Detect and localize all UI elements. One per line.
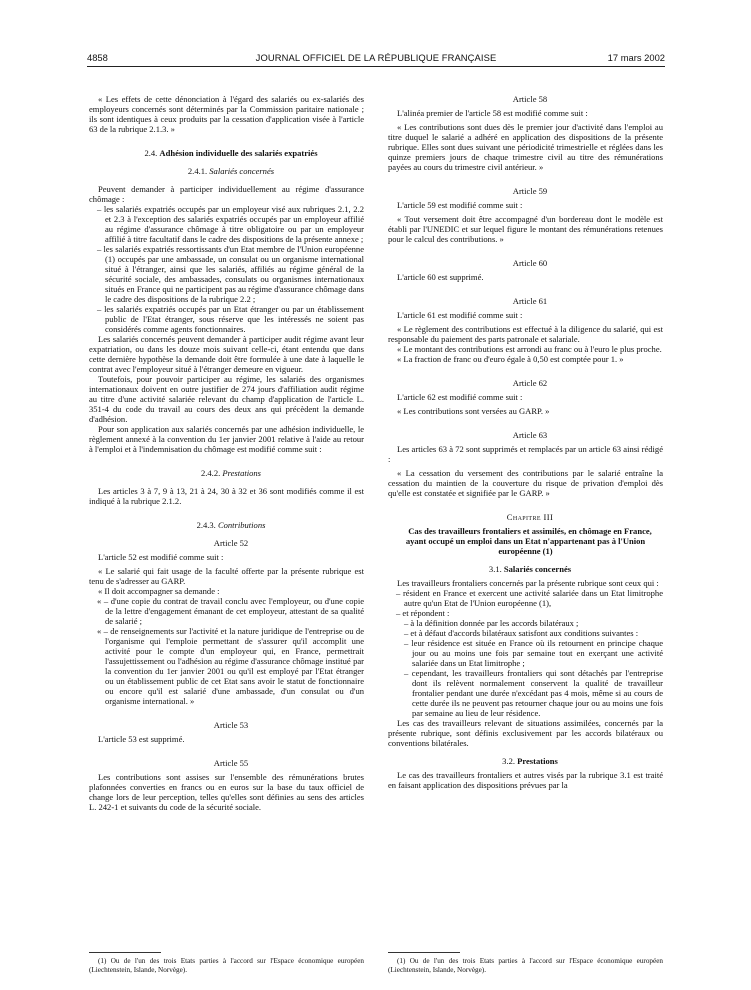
chapter-heading: Chapitre III [506,512,554,522]
section-heading-2-4-1: 2.4.1. Salariés concernés [187,166,275,176]
dash-item: – les salariés expatriés occupés par un Etat étranger ou par un établissement public de l'Etat étranger, sous réserve que les intéressés ne soient pas considérés comme agents fonctionnaires. [97,304,364,334]
dash-item: – résident en France et exercent une activité salariée dans un Etat limitrophe autre qu'un Etat de l'Union européenne (1), [396,588,663,608]
article-heading: Article 60 [512,258,548,268]
footnote-left [89,957,364,975]
paragraph: L'article 53 est supprimé. [98,734,185,744]
paragraph: Pour son application aux salariés concernés par une adhésion individuelle, le règlement annexé à la convention du 1er janvier 2001 relative à l'aide au retour à l'emploi et à l'indemnisation du chômage est modifié comme suit : [89,424,364,454]
paragraph: L'alinéa premier de l'article 58 est modifié comme suit : [397,108,588,118]
sub-dash-item: – à la définition donnée par les accords bilatéraux ; [404,618,579,628]
sub-dash-item: – leur résidence est située en France où ils retournent en principe chaque jour ou au moins une fois par semaine tout en exerçant une activité salariée dans un Etat limitrophe ; [404,638,663,668]
paragraph: Peuvent demander à participer individuellement au régime d'assurance chômage : [89,184,364,204]
dash-item: « – d'une copie du contrat de travail conclu avec l'employeur, ou d'une copie de la lettre d'engagement émanant de cet employeur, attestant de sa qualité de salarié ; [97,596,364,626]
paragraph: « Tout versement doit être accompagné d'un bordereau dont le modèle est établi par l'UNEDIC et sur lequel figure le montant des rémunérations retenues pour le calcul des contributions. » [388,214,663,244]
footnote-text: (1) Ou de l'un des trois Etats parties à l'accord sur l'Espace économique européen (Liechtenstein, Islande, Norvège). [89,957,364,974]
paragraph: « Les effets de cette dénonciation à l'égard des salariés ou ex-salariés des employeurs concernés sont déterminés par la Commission paritaire nationale ; ils sont identiques à ceux produits par la cessation d'application visée à l'article 63 de la rubrique 2.1.3. » [89,94,364,134]
section-heading-2-4-3: 2.4.3. Contributions [196,520,266,530]
paragraph: « Les contributions sont versées au GARP. » [397,406,550,416]
section-heading-3-2: 3.2. Prestations [502,756,558,766]
paragraph: « Il doit accompagner sa demande : [98,586,220,596]
article-heading: Article 63 [512,430,548,440]
dash-item: – les salariés expatriés occupés par un employeur visé aux rubriques 2.1, 2.2 et 2.3 à l'exception des salariés expatriés occupés par un employeur affilié au régime d'assurance chômage à titre obligatoire ou par un employeur affilié à titre facultatif dans le cadre des dispositions de la présente annexe ; [97,204,364,244]
article-heading: Article 61 [512,296,548,306]
dash-item: – les salariés expatriés ressortissants d'un Etat membre de l'Union européenne (1) occupés par une ambassade, un consulat ou un organisme international situé à l'étranger, ainsi que les salariés, affiliés au régime général de la sécurité sociale, des ambassades, consulats ou organismes internationaux situés en France qui ne participent pas au régime d'assurance chômage dans le cadre des dispositions de la rubrique 2.2 ; [97,244,364,304]
right-column [388,94,663,790]
article-heading: Article 62 [512,378,548,388]
paragraph: « Le règlement des contributions est effectué à la diligence du salarié, qui est responsable du paiement des parts patronale et salariale. [388,324,663,344]
footnote-text: (1) Ou de l'un des trois Etats parties à l'accord sur l'Espace économique européen (Liechtenstein, Islande, Norvège). [388,957,663,974]
paragraph: « Le salarié qui fait usage de la faculté offerte par la présente rubrique est tenu de s'adresser au GARP. [89,566,364,586]
paragraph: « Le montant des contributions est arrondi au franc ou à l'euro le plus proche. [397,344,662,354]
chapter-subtitle: Cas des travailleurs frontaliers et assimilés, en chômage en France, ayant occupé un emploi dans un Etat n'appartenant pas à l'Union européenne (1) [405,526,652,556]
paragraph: Toutefois, pour pouvoir participer au régime, les salariés des organismes internationaux doivent en outre justifier de 274 jours d'affiliation audit régime au titre d'une activité salariée relevant du champ d'application de l'article L. 351-4 du code du travail au cours des deux ans qui précèdent la demande d'adhésion. [89,374,364,424]
article-heading: Article 52 [213,538,249,548]
footnote-right [388,957,663,975]
paragraph: Les cas des travailleurs relevant de situations assimilées, concernés par la présente rubrique, sont définis exclusivement par les accords bilatéraux ou conventions bilatérales. [388,718,663,748]
paragraph: Le cas des travailleurs frontaliers et autres visés par la rubrique 3.1 est traité en faisant application des dispositions prévues par la [388,770,663,790]
section-heading-3-1: 3.1. Salariés concernés [488,564,572,574]
paragraph: « Les contributions sont dues dès le premier jour d'activité dans l'emploi au titre duquel le salarié a adhéré en application des dispositions de la présente rubrique. Elles sont dues suivant une périodicité trimestrielle et réglées dans les quinze premiers jours de chaque trimestre civil au titre des rémunérations payées au cours du trimestre civil antérieur. » [388,122,663,172]
paragraph: L'article 61 est modifié comme suit : [397,310,523,320]
paragraph: Les salariés concernés peuvent demander à participer audit régime avant leur expatriation, ou dans les douze mois suivant celle-ci, étant entendu que dans cette dernière hypothèse la demande doit être formulée à une date à laquelle le contrat avec l'employeur situé à l'étranger demeure en vigueur. [89,334,364,374]
footnote-rule [388,952,460,953]
paragraph: L'article 62 est modifié comme suit : [397,392,523,402]
page-header [87,52,665,66]
article-heading: Article 55 [213,758,249,768]
section-heading-2-4: 2.4. Adhésion individuelle des salariés expatriés [144,148,318,158]
sub-dash-item: – cependant, les travailleurs frontaliers qui sont détachés par l'entreprise dont ils relèvent normalement conservent la qualité de travailleur frontalier pendant une durée n'excédant pas 4 mois, même si au cours de cette durée ils ne peuvent pas retourner chaque jour ou au moins une fois par semaine au lieu de leur résidence. [404,668,663,718]
dash-item: « – de renseignements sur l'activité et la nature juridique de l'entreprise ou de l'organisme qui l'emploie permettant de s'assurer qu'il accomplit une activité pour le compte d'un employeur qui, en France, permettrait l'assujettissement ou l'adhésion au régime d'assurance chômage institué par la convention du 1er janvier 2001 ou qu'il est employé par l'Etat étranger ou un établissement public de cet Etat sans avoir le statut de fonctionnaire ou encore qu'il est salarié d'une ambassade, d'un consulat ou d'un organisme international. » [97,626,364,706]
article-heading: Article 53 [213,720,249,730]
paragraph: L'article 59 est modifié comme suit : [397,200,523,210]
article-heading: Article 58 [512,94,548,104]
paragraph: L'article 60 est supprimé. [397,272,484,282]
article-heading: Article 59 [512,186,548,196]
paragraph: L'article 52 est modifié comme suit : [98,552,224,562]
page-number: 4858 [87,52,108,63]
journal-title: JOURNAL OFFICIEL DE LA RÉPUBLIQUE FRANÇAISE [255,52,497,63]
left-column [89,94,364,812]
section-heading-2-4-2: 2.4.2. Prestations [201,468,261,478]
sub-dash-item: – et à défaut d'accords bilatéraux satisfont aux conditions suivantes : [404,628,639,638]
dash-item: – et répondent : [396,608,450,618]
paragraph: Les contributions sont assises sur l'ensemble des rémunérations brutes plafonnées converties en francs ou en euros sur la base du taux officiel de change lors de leur perception, telles qu'elles sont définies au sens des articles L. 242-1 et suivants du code de la sécurité sociale. [89,772,364,812]
publication-date: 17 mars 2002 [607,52,665,63]
paragraph: Les travailleurs frontaliers concernés par la présente rubrique sont ceux qui : [397,578,659,588]
paragraph: « La cessation du versement des contributions par le salarié entraîne la cessation du maintien de la couverture du risque de privation d'emploi dès qu'elle est constatée et signifiée par le GARP. » [388,468,663,498]
footnote-rule [89,952,161,953]
paragraph: Les articles 3 à 7, 9 à 13, 21 à 24, 30 à 32 et 36 sont modifiés comme il est indiqué à la rubrique 2.1.2. [89,486,364,506]
paragraph: Les articles 63 à 72 sont supprimés et remplacés par un article 63 ainsi rédigé : [388,444,663,464]
paragraph: « La fraction de franc ou d'euro égale à 0,50 est comptée pour 1. » [397,354,624,364]
header-rule [87,66,665,67]
